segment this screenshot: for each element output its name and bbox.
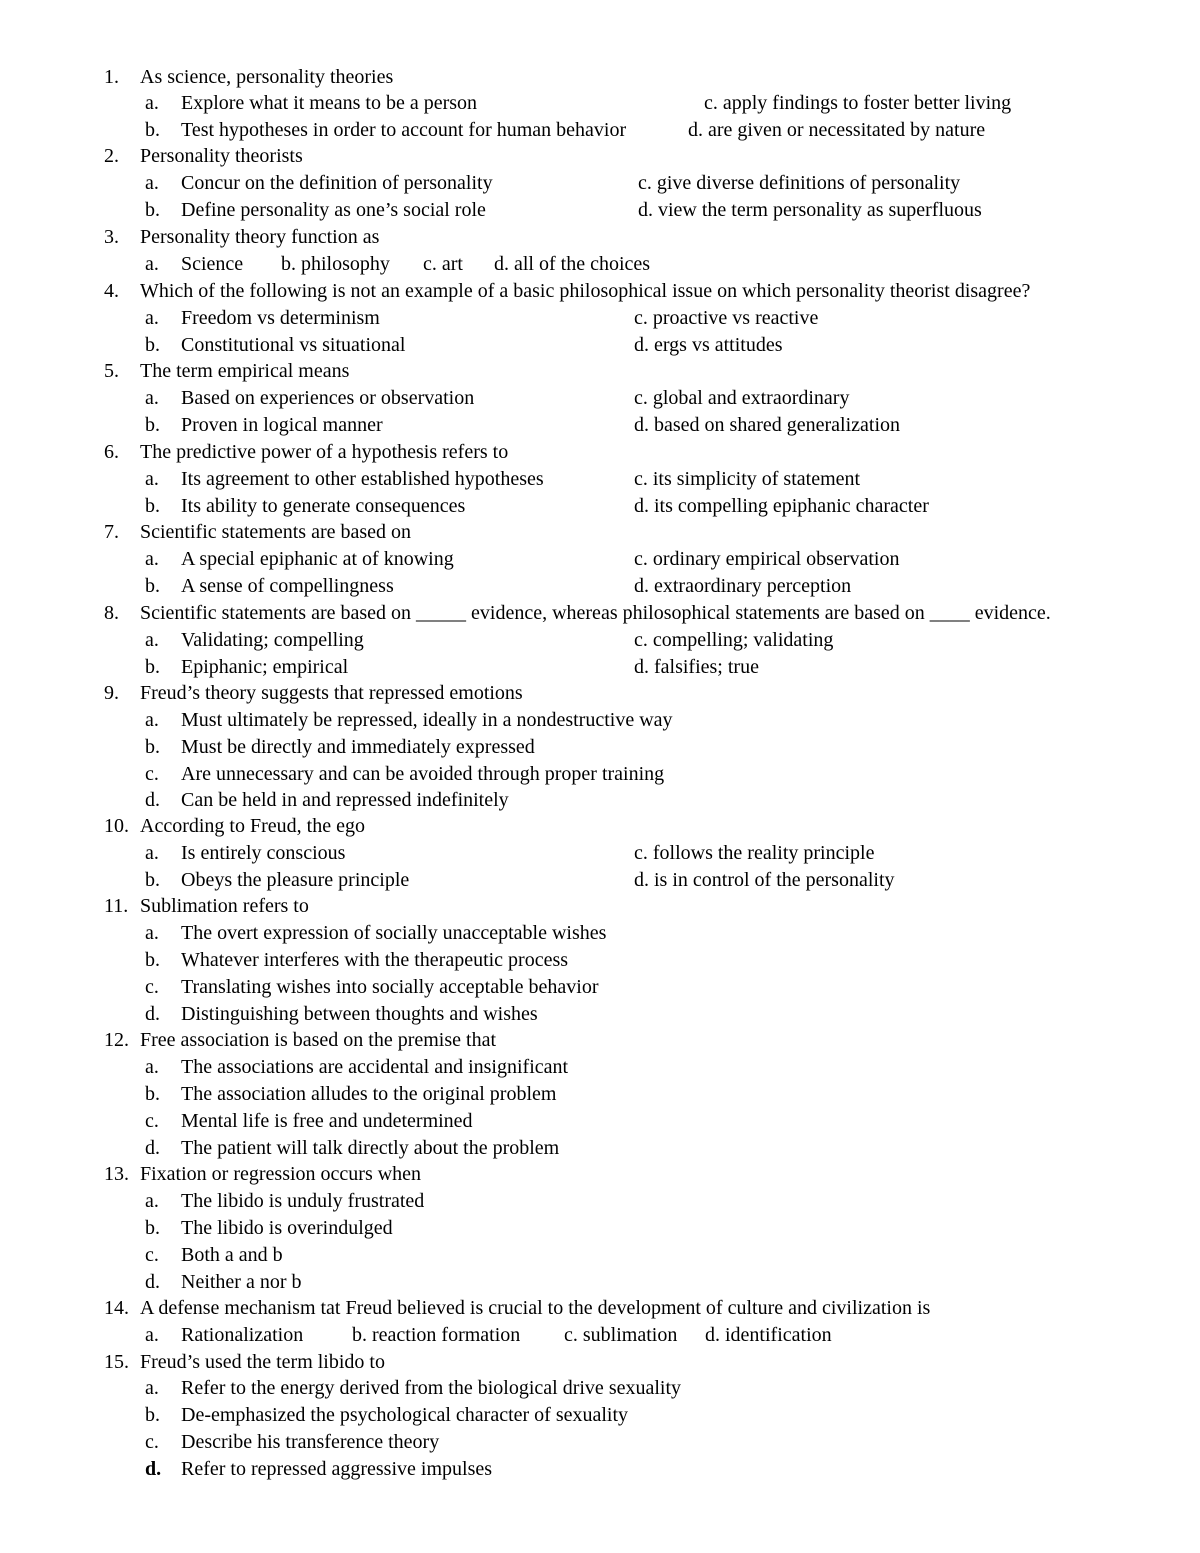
option-text: Translating wishes into socially acceptable behavior [181, 976, 599, 998]
option-text: b. philosophy [281, 253, 390, 275]
option-text: The patient will talk directly about the problem [181, 1137, 560, 1159]
question-number: 12. [104, 1029, 129, 1051]
option-letter: a. [145, 468, 159, 490]
option-text: b. reaction formation [352, 1324, 521, 1346]
option-text: Based on experiences or observation [181, 387, 475, 409]
option-letter: b. [145, 199, 160, 221]
option-letter: d. [145, 1458, 162, 1480]
option-text: c. follows the reality principle [634, 842, 875, 864]
question-number: 6. [104, 441, 119, 463]
option-text: Proven in logical manner [181, 414, 383, 436]
option-text: Test hypotheses in order to account for human behavior [181, 119, 627, 141]
question-number: 4. [104, 280, 119, 302]
option-letter: b. [145, 949, 160, 971]
question-text: Personality theory function as [140, 226, 380, 248]
option-text: The libido is unduly frustrated [181, 1190, 425, 1212]
question-text: Sublimation refers to [140, 895, 309, 917]
option-text: Whatever interferes with the therapeutic process [181, 949, 569, 971]
option-text: Refer to repressed aggressive impulses [181, 1458, 493, 1480]
option-text: Validating; compelling [181, 629, 364, 651]
option-text: Refer to the energy derived from the biological drive sexuality [181, 1377, 682, 1399]
option-text: Its agreement to other established hypotheses [181, 468, 544, 490]
option-text: The libido is overindulged [181, 1217, 393, 1239]
option-text: c. sublimation [564, 1324, 678, 1346]
option-text: Can be held in and repressed indefinitely [181, 789, 509, 811]
option-letter: b. [145, 119, 160, 141]
question-number: 5. [104, 360, 119, 382]
option-letter: b. [145, 656, 160, 678]
question-number: 10. [104, 815, 129, 837]
option-letter: d. [145, 1003, 160, 1025]
option-text: Concur on the definition of personality [181, 172, 493, 194]
option-text: Is entirely conscious [181, 842, 346, 864]
option-text: Define personality as one’s social role [181, 199, 486, 221]
option-letter: b. [145, 414, 160, 436]
option-text: d. based on shared generalization [634, 414, 901, 436]
option-text: Are unnecessary and can be avoided through proper training [181, 763, 665, 785]
option-text: c. compelling; validating [634, 629, 834, 651]
option-text: Epiphanic; empirical [181, 656, 349, 678]
option-letter: a. [145, 922, 159, 944]
question-text: Fixation or regression occurs when [140, 1163, 422, 1185]
option-text: d. falsifies; true [634, 656, 759, 678]
option-text: d. all of the choices [494, 253, 651, 275]
option-text: A special epiphanic at of knowing [181, 548, 454, 570]
option-text: Must ultimately be repressed, ideally in a nondestructive way [181, 709, 673, 731]
option-text: d. identification [705, 1324, 832, 1346]
option-text: d. extraordinary perception [634, 575, 852, 597]
option-letter: d. [145, 1137, 160, 1159]
option-letter: b. [145, 334, 160, 356]
option-text: The associations are accidental and insignificant [181, 1056, 569, 1078]
option-text: De-emphasized the psychological character of sexuality [181, 1404, 629, 1426]
option-letter: a. [145, 1190, 159, 1212]
question-text: Scientific statements are based on [140, 521, 412, 543]
option-text: Must be directly and immediately expressed [181, 736, 535, 758]
option-letter: a. [145, 548, 159, 570]
option-text: The overt expression of socially unacceptable wishes [181, 922, 607, 944]
question-number: 13. [104, 1163, 129, 1185]
option-letter: a. [145, 842, 159, 864]
question-text: According to Freud, the ego [140, 815, 365, 837]
option-letter: b. [145, 736, 160, 758]
option-text: Both a and b [181, 1244, 283, 1266]
option-text: A sense of compellingness [181, 575, 394, 597]
option-letter: b. [145, 495, 160, 517]
question-number: 9. [104, 682, 119, 704]
option-letter: a. [145, 387, 159, 409]
option-text: c. global and extraordinary [634, 387, 850, 409]
question-text: A defense mechanism tat Freud believed is crucial to the development of culture and civilization is [140, 1297, 931, 1319]
option-letter: b. [145, 575, 160, 597]
option-text: d. its compelling epiphanic character [634, 495, 929, 517]
option-text: Science [181, 253, 244, 275]
option-text: d. ergs vs attitudes [634, 334, 783, 356]
option-text: c. give diverse definitions of personality [638, 172, 961, 194]
option-text: Neither a nor b [181, 1271, 302, 1293]
option-letter: b. [145, 1083, 160, 1105]
option-text: Mental life is free and undetermined [181, 1110, 473, 1132]
question-text: Freud’s used the term libido to [140, 1351, 385, 1373]
option-text: c. its simplicity of statement [634, 468, 861, 490]
question-number: 14. [104, 1297, 129, 1319]
option-letter: a. [145, 253, 159, 275]
option-text: Constitutional vs situational [181, 334, 406, 356]
question-number: 3. [104, 226, 119, 248]
option-text: Rationalization [181, 1324, 304, 1346]
option-text: Freedom vs determinism [181, 307, 380, 329]
question-text: Scientific statements are based on _____ evidence, whereas philosophical statements are based on ____ evidence. [140, 602, 1051, 624]
option-letter: a. [145, 709, 159, 731]
question-number: 11. [104, 895, 129, 917]
option-text: d. is in control of the personality [634, 869, 895, 891]
question-text: Personality theorists [140, 145, 303, 167]
option-letter: a. [145, 1324, 159, 1346]
question-number: 8. [104, 602, 119, 624]
option-text: Its ability to generate consequences [181, 495, 466, 517]
option-letter: a. [145, 1056, 159, 1078]
option-letter: a. [145, 172, 159, 194]
question-number: 2. [104, 145, 119, 167]
option-letter: c. [145, 1110, 159, 1132]
option-text: Distinguishing between thoughts and wishes [181, 1003, 538, 1025]
option-letter: b. [145, 1217, 160, 1239]
option-text: Obeys the pleasure principle [181, 869, 410, 891]
option-text: c. ordinary empirical observation [634, 548, 900, 570]
option-letter: c. [145, 1431, 159, 1453]
question-text: Free association is based on the premise that [140, 1029, 497, 1051]
option-letter: c. [145, 763, 159, 785]
question-text: Which of the following is not an example of a basic philosophical issue on which personality theorist disagree? [140, 280, 1031, 302]
option-text: Explore what it means to be a person [181, 92, 478, 114]
option-letter: d. [145, 1271, 160, 1293]
option-text: Describe his transference theory [181, 1431, 440, 1453]
option-text: c. art [423, 253, 463, 275]
question-number: 7. [104, 521, 119, 543]
option-text: The association alludes to the original problem [181, 1083, 557, 1105]
option-text: d. view the term personality as superfluous [638, 199, 982, 221]
option-letter: d. [145, 789, 160, 811]
question-text: As science, personality theories [140, 66, 394, 88]
option-letter: b. [145, 1404, 160, 1426]
option-letter: c. [145, 976, 159, 998]
option-letter: b. [145, 869, 160, 891]
question-text: Freud’s theory suggests that repressed emotions [140, 682, 523, 704]
option-text: d. are given or necessitated by nature [688, 119, 986, 141]
question-number: 1. [104, 66, 119, 88]
question-text: The term empirical means [140, 360, 350, 382]
option-letter: a. [145, 307, 159, 329]
option-letter: c. [145, 1244, 159, 1266]
option-letter: a. [145, 629, 159, 651]
question-text: The predictive power of a hypothesis refers to [140, 441, 509, 463]
option-letter: a. [145, 92, 159, 114]
option-text: c. proactive vs reactive [634, 307, 819, 329]
option-text: c. apply findings to foster better living [704, 92, 1012, 114]
option-letter: a. [145, 1377, 159, 1399]
question-number: 15. [104, 1351, 129, 1373]
